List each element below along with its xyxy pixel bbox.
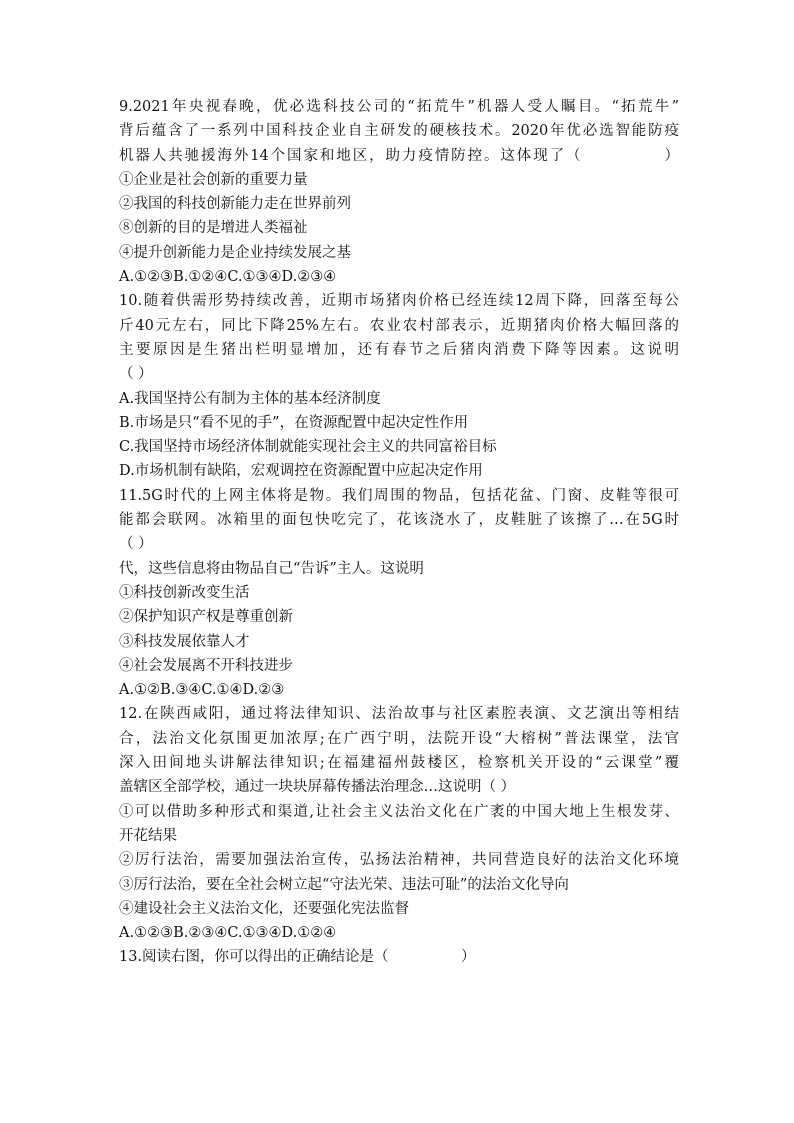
q12-stem-line-1: 12.在陕西咸阳，通过将法律知识、法治故事与社区素腔表演、文艺演出等相结	[119, 706, 679, 723]
q11-statement-4: ④社会发展离不开科技进步	[119, 657, 293, 674]
q13-stem: 13.阅读右图，你可以得出的正确结论是（ ）	[119, 949, 476, 966]
q10-option-b: B.市场是只“看不见的手”，在资源配置中起决定性作用	[119, 414, 469, 431]
q10-stem-line-1: 10.随着供需形势持续改善，近期市场猪肉价格已经连续12周下降，回落至每公	[119, 293, 679, 310]
q10-option-c: C.我国坚持市场经济体制就能实现社会主义的共同富裕目标	[119, 439, 497, 456]
q12-statement-1-line-2: 开花结果	[119, 827, 177, 844]
q10-stem-line-2: 斤40元左右，同比下降25%左右。农业农村部表示，近期猪肉价格大幅回落的	[119, 317, 679, 334]
q12-options: A.①②③B.②③④C.①③④D.①②④	[119, 925, 337, 942]
q11-statement-3: ③科技发展依靠人才	[119, 633, 250, 650]
q9-stem-line-2: 背后蕴含了一系列中国科技企业自主研发的硬核技术。2020年优必选智能防疫	[119, 123, 679, 140]
q11-answer-bracket: （ ）	[119, 536, 153, 553]
q12-stem-line-3: 深入田间地头讲解法律知识;在福建福州鼓楼区，检察机关开设的“云课堂”覆	[119, 755, 679, 772]
q11-stem-line-1: 11.5G时代的上网主体将是物。我们周围的物品，包括花盆、门窗、皮鞋等很可	[119, 487, 679, 504]
q11-statement-2: ②保护知识产权是尊重创新	[119, 609, 293, 626]
q12-statement-1-line-1: ①可以借助多种形式和渠道,让社会主义法治文化在广袤的中国大地上生根发芽、	[119, 803, 679, 820]
q11-stem-line-2: 能都会联网。冰箱里的面包快吃完了，花该浇水了，皮鞋脏了该擦了…在5G时	[119, 512, 679, 529]
q9-statement-3: ⑧创新的目的是增进人类福祉	[119, 220, 308, 237]
q12-stem-line-4: 盖辖区全部学校，通过一块块屏幕传播法治理念…这说明（ ）	[119, 779, 516, 796]
q10-option-a: A.我国坚持公有制为主体的基本经济制度	[119, 390, 381, 407]
q9-statement-2: ②我国的科技创新能力走在世界前列	[119, 196, 351, 213]
q9-statement-1: ①企业是社会创新的重要力量	[119, 171, 308, 188]
q12-statement-2: ②厉行法治，需要加强法治宣传，弘扬法治精神，共同营造良好的法治文化环境	[119, 852, 679, 869]
q9-stem-line-1: 9.2021年央视春晚，优必选科技公司的“拓荒牛”机器人受人瞩目。“拓荒牛”	[119, 99, 679, 115]
q11-statement-1: ①科技创新改变生活	[119, 584, 250, 601]
q10-answer-bracket: （ ）	[119, 366, 153, 383]
document-page	[119, 95, 679, 970]
q9-stem-line-3: 机器人共驰援海外14个国家和地区，助力疫情防控。这体现了（ ）	[119, 147, 679, 164]
q12-statement-4: ④建设社会主义法治文化，还要强化宪法监督	[119, 900, 409, 917]
q10-stem-line-3: 主要原因是生猪出栏明显增加，还有春节之后猪肉消费下降等因素。这说明	[119, 341, 679, 358]
q9-options: A.①②③B.①②④C.①③④D.②③④	[119, 269, 337, 286]
q11-stem-line-3: 代，这些信息将由物品自己“告诉”主人。这说明	[119, 560, 424, 577]
q10-option-d: D.市场机制有缺陷，宏观调控在资源配置中应起决定作用	[119, 463, 483, 480]
q11-options: A.①②B.③④C.①④D.②③	[119, 682, 285, 699]
q12-statement-3: ③厉行法治，要在全社会树立起“守法光荣、违法可耻”的法治文化导向	[119, 876, 569, 893]
q9-statement-4: ④提升创新能力是企业持续发展之基	[119, 244, 351, 261]
q12-stem-line-2: 合，法治文化氛围更加浓厚;在广西宁明，法院开设“大榕树”普法课堂，法官	[119, 730, 679, 747]
